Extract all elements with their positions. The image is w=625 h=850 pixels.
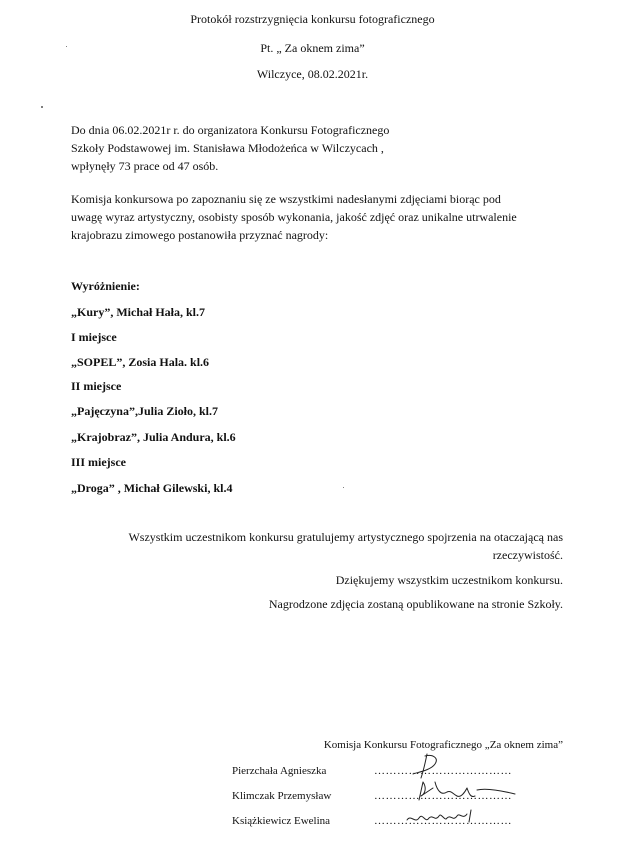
second-place-entry-2: „Krajobraz”, Julia Andura, kl.6 — [71, 430, 236, 444]
closing-line-1: Wszystkim uczestnikom konkursu gratulujemy artystycznego spojrzenia na otaczającą nas — [128, 530, 563, 544]
intro-line-3: wpłynęły 73 prace od 47 osób. — [71, 159, 219, 173]
third-place-entry: „Droga” , Michał Gilewski, kl.4 — [71, 481, 233, 495]
signatory-name-1: Pierzchała Agnieszka — [232, 765, 327, 777]
signature-line-1: ……………………………… — [374, 765, 512, 777]
intro-line-2: Szkoły Podstawowej im. Stanisława Młodożeńca w Wilczycach , — [71, 141, 384, 155]
second-place-heading: II miejsce — [71, 379, 122, 393]
first-place-entry: „SOPEL”, Zosia Hala. kl.6 — [71, 355, 210, 369]
scan-speck — [66, 46, 67, 47]
signature-line-3: ……………………………… — [374, 815, 512, 827]
place-and-date: Wilczyce, 08.02.2021r. — [256, 67, 369, 81]
document-title: Protokół rozstrzygnięcia konkursu fotograficznego — [190, 12, 435, 26]
signatory-name-2: Klimczak Przemysław — [232, 790, 332, 802]
scan-speck — [41, 106, 43, 108]
signatory-name-3: Książkiewicz Ewelina — [232, 815, 331, 827]
signature-line-2: ……………………………… — [374, 790, 512, 802]
decision-line-2: uwagę wyraz artystyczny, osobisty sposób wykonania, jakość zdjęć oraz unikalne utrwalenie — [71, 210, 517, 224]
decision-line-3: krajobrazu zimowego postanowiła przyznać nagrody: — [71, 228, 329, 242]
handwritten-signatures — [405, 752, 555, 842]
closing-line-4: Nagrodzone zdjęcia zostaną opublikowane na stronie Szkoły. — [268, 597, 563, 611]
second-place-entry-1: „Pajęczyna”,Julia Zioło, kl.7 — [71, 404, 218, 418]
contest-theme: Pt. „ Za oknem zima” — [260, 41, 365, 55]
distinction-entry: „Kury”, Michał Hała, kl.7 — [71, 305, 206, 319]
closing-line-2: rzeczywistość. — [492, 548, 563, 562]
scan-speck — [343, 487, 344, 488]
first-place-heading: I miejsce — [71, 330, 117, 344]
distinction-heading: Wyróżnienie: — [71, 279, 140, 293]
closing-line-3: Dziękujemy wszystkim uczestnikom konkursu. — [335, 573, 563, 587]
committee-label: Komisja Konkursu Fotograficznego „Za oknem zima” — [323, 739, 563, 751]
third-place-heading: III miejsce — [71, 455, 126, 469]
decision-line-1: Komisja konkursowa po zapoznaniu się ze wszystkimi nadesłanymi zdjęciami biorąc pod — [71, 192, 501, 206]
intro-line-1: Do dnia 06.02.2021r r. do organizatora Konkursu Fotograficznego — [71, 123, 390, 137]
